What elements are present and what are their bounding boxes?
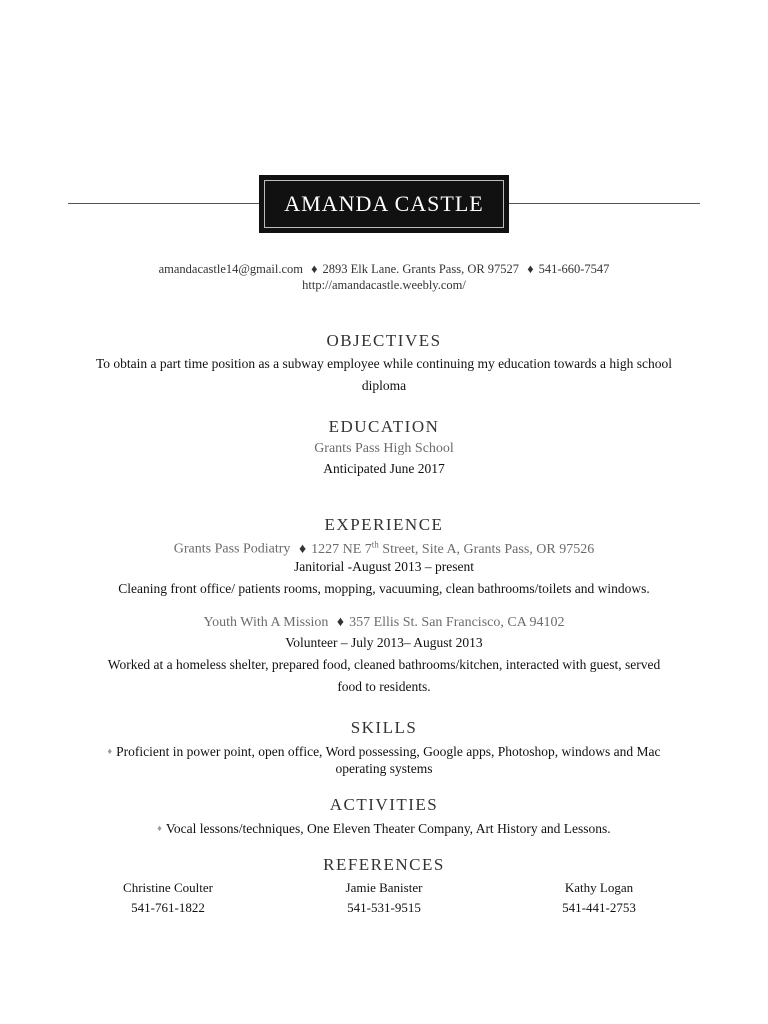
phone: 541-660-7547 bbox=[538, 262, 610, 276]
reference-item bbox=[499, 878, 699, 918]
name-banner bbox=[259, 175, 509, 233]
reference-phone: 541-441-2753 bbox=[562, 900, 636, 915]
job-address: 357 Ellis St. San Francisco, CA 94102 bbox=[349, 615, 565, 630]
address: 2893 Elk Lane. Grants Pass, OR 97527 bbox=[322, 262, 520, 276]
reference-item bbox=[284, 878, 484, 918]
separator-diamond-icon: ♦ bbox=[298, 541, 307, 557]
separator-diamond-icon: ♦ bbox=[527, 262, 534, 276]
skills-text: Proficient in power point, open office, Word possessing, Google apps, Photoshop, windows and Mac bbox=[116, 744, 661, 759]
separator-diamond-icon: ♦ bbox=[336, 615, 345, 630]
email: amandacastle14@gmail.com bbox=[158, 262, 304, 276]
job-header bbox=[68, 615, 700, 631]
website-line bbox=[68, 277, 700, 293]
separator-diamond-icon: ♦ bbox=[311, 262, 318, 276]
objectives-title: OBJECTIVES bbox=[326, 331, 442, 350]
references-title: REFERENCES bbox=[323, 855, 445, 874]
job-org: Youth With A Mission bbox=[203, 615, 329, 630]
job-description-line1: Worked at a homeless shelter, prepared food, cleaned bathrooms/kitchen, interacted with guest, served bbox=[107, 657, 661, 672]
candidate-name: AMANDA CASTLE bbox=[284, 191, 484, 216]
objectives-text-line2: diploma bbox=[361, 378, 407, 393]
job-header bbox=[68, 539, 700, 558]
job-address: 1227 NE 7th Street, Site A, Grants Pass, OR 97526 bbox=[311, 539, 595, 557]
job-description-line2: food to residents. bbox=[337, 679, 431, 694]
reference-phone: 541-761-1822 bbox=[131, 900, 205, 915]
website-link[interactable]: http://amandacastle.weebly.com/ bbox=[302, 278, 466, 292]
activities-line bbox=[68, 817, 700, 840]
reference-name: Jamie Banister bbox=[345, 880, 423, 895]
bullet-diamond-icon: ♦ bbox=[107, 746, 113, 756]
education-title: EDUCATION bbox=[328, 417, 440, 436]
activities-title: ACTIVITIES bbox=[329, 795, 439, 814]
name-banner-frame bbox=[264, 180, 504, 228]
experience-title: EXPERIENCE bbox=[324, 515, 444, 534]
objectives-text-line1: To obtain a part time position as a subway employee while continuing my education towards a high school bbox=[95, 356, 673, 371]
skills-title: SKILLS bbox=[350, 718, 418, 737]
education-school: Grants Pass High School bbox=[314, 441, 454, 456]
header-rule-left bbox=[68, 203, 260, 204]
job-role: Volunteer – July 2013– August 2013 bbox=[285, 635, 483, 650]
job-org: Grants Pass Podiatry bbox=[173, 541, 291, 557]
bullet-diamond-icon: ♦ bbox=[157, 823, 162, 833]
job-description-line1: Cleaning front office/ patients rooms, mopping, vacuuming, clean bathrooms/toilets and windows. bbox=[118, 581, 650, 596]
reference-name: Christine Coulter bbox=[123, 880, 213, 895]
skills-line2: operating systems bbox=[335, 761, 433, 776]
header-rule-right bbox=[508, 203, 700, 204]
contact-line bbox=[68, 261, 700, 277]
reference-phone: 541-531-9515 bbox=[347, 900, 421, 915]
reference-name: Kathy Logan bbox=[564, 880, 634, 895]
activities-text: Vocal lessons/techniques, One Eleven Theater Company, Art History and Lessons. bbox=[165, 821, 611, 836]
education-date: Anticipated June 2017 bbox=[323, 461, 445, 476]
reference-item bbox=[68, 878, 268, 918]
job-role: Janitorial -August 2013 – present bbox=[294, 559, 474, 574]
